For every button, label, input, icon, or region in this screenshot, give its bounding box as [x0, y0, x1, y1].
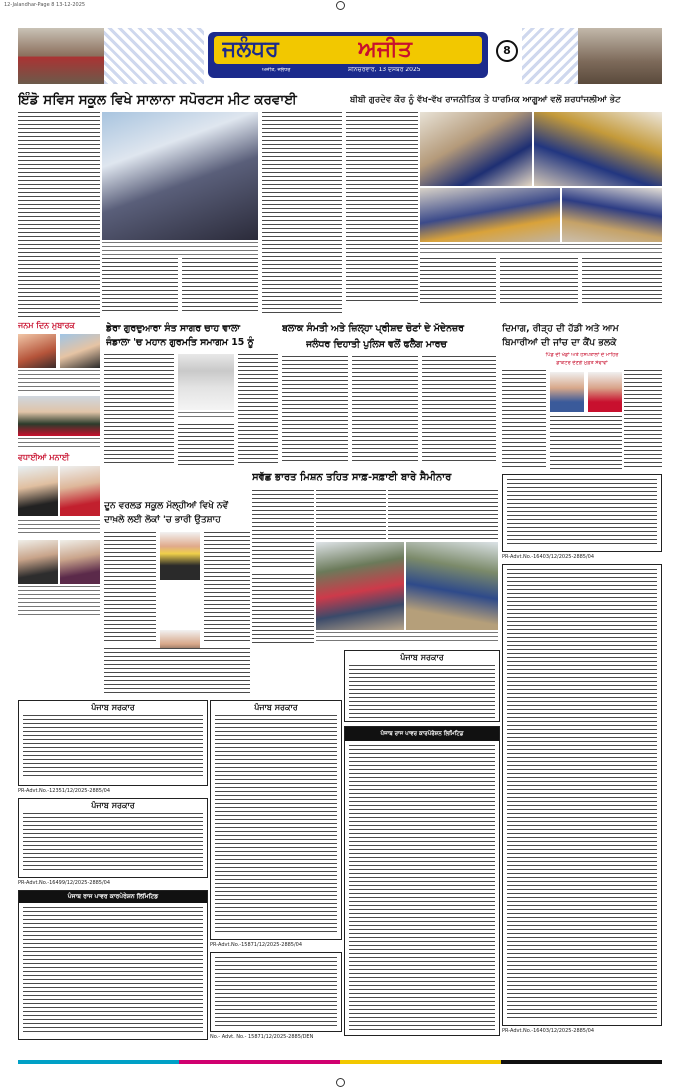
anniversary-title: ਵਧਾਈਆਂ ਮਨਾਈ — [18, 453, 70, 462]
masthead-word-ajit: ਅਜੀਤ — [358, 37, 412, 62]
notice-right-top-ref: PR-Advt.No.-16403/12/2025-2885/04 — [502, 554, 595, 560]
registration-mark-bottom-icon — [336, 1078, 345, 1087]
masthead-photo-left — [18, 28, 104, 84]
ad-punjab-sarkar-1 — [18, 700, 208, 786]
ad-punjab-sarkar-3 — [210, 700, 342, 940]
masthead-sub: ਅਜੀਤ, ਜਲੰਧਰ — [262, 67, 291, 73]
story1-text-col2 — [102, 258, 178, 314]
story1-text-col1 — [18, 112, 100, 318]
story1-text-col3 — [182, 258, 258, 314]
story7-text-col1 — [104, 532, 156, 644]
story1-headline: ਇੰਡੋ ਸਵਿਸ ਸਕੂਲ ਵਿਖੇ ਸਾਲਾਨਾ ਸਪੋਰਟਸ ਮੀਟ ਕਰਵਾਈ — [18, 92, 297, 108]
story4-text-col1 — [282, 356, 348, 464]
story2-photo-3 — [420, 188, 560, 242]
masthead-date: ਸ਼ਨਿੱਚਰਵਾਰ, 13 ਦਸੰਬਰ 2025 — [348, 67, 421, 73]
ad-pspcl-middle — [344, 726, 500, 1036]
ad-pspcl-left — [18, 890, 208, 1040]
ad1-title: ਪੰਜਾਬ ਸਰਕਾਰ — [91, 703, 135, 712]
notice-right-top — [502, 474, 662, 552]
anniversary-photo-3 — [18, 540, 58, 584]
masthead — [18, 28, 662, 84]
birthday-photo-2 — [60, 334, 100, 368]
story6-photo-1 — [316, 542, 404, 630]
ad4-ref: No.- Advt. No.- 15871/12/2025-2885/DEN — [210, 1034, 314, 1040]
notice-right-main-ref: PR-Advt.No.-16403/12/2025-2885/04 — [502, 1028, 595, 1034]
story2-photo-2 — [534, 112, 662, 186]
ad4-title: ਪੰਜਾਬ ਸਰਕਾਰ — [400, 653, 444, 662]
birthday-caption-2 — [18, 438, 100, 448]
registration-mark-icon — [336, 1, 345, 10]
anniversary-caption-2 — [18, 586, 100, 616]
ad-punjab-sarkar-2 — [18, 798, 208, 878]
birthday-title: ਜਨਮ ਦਿਨ ਮੁਬਾਰਕ — [18, 321, 75, 330]
story2-text-col3 — [500, 258, 578, 304]
masthead-pattern-right — [522, 28, 578, 84]
story5-headline-1: ਦਿਮਾਗ, ਰੀੜ੍ਹ ਦੀ ਹੱਡੀ ਅਤੇ ਆਮ — [502, 323, 619, 334]
ad1-ref: PR-Advt.No.-12351/12/2025-2885/04 — [18, 788, 111, 794]
ad2-ref: PR-Advt.No.-16499/12/2025-2885/04 — [18, 880, 111, 886]
ad2-title: ਪੰਜਾਬ ਸਰਕਾਰ — [91, 801, 135, 810]
story4-headline-1: ਬਲਾਕ ਸੰਮਤੀ ਅਤੇ ਜ਼ਿਲ੍ਹਾ ਪ੍ਰੀਸ਼ਦ ਚੋਣਾਂ ਦੇ ਮੱਦੇਨਜ਼ਰ — [282, 323, 464, 334]
story7-photo-1 — [160, 532, 200, 580]
anniversary-photo-4 — [60, 540, 100, 584]
story5-photo-1 — [550, 372, 584, 412]
story6-text-col1b — [252, 574, 314, 644]
bottom-color-bar — [18, 1060, 662, 1064]
story5-text-col3 — [550, 416, 622, 470]
story6-text-col3 — [388, 490, 498, 540]
masthead-banner — [208, 32, 488, 78]
story7-text-col3 — [104, 648, 250, 696]
story5-headline-2: ਬਿਮਾਰੀਆਂ ਦੀ ਜਾਂਚ ਦਾ ਕੈਂਪ ਭਲਕੇ — [502, 337, 617, 348]
story2-photo-4 — [562, 188, 662, 242]
ad3-ref: PR-Advt.No.-15871/12/2025-2885/04 — [210, 942, 303, 948]
story1-photo — [102, 112, 258, 240]
story2-headline: ਬੀਬੀ ਗੁਰਦੇਵ ਕੌਰ ਨੂੰ ਵੱਖ-ਵੱਖ ਰਾਜਨੀਤਿਕ ਤੇ ਧਾਰਮਿਕ ਆਗੂਆਂ ਵਲੋਂ ਸ਼ਰਧਾਂਜਲੀਆਂ ਭੇਟ — [350, 95, 621, 105]
story7-text-col2 — [204, 532, 250, 644]
story2-photo-1 — [420, 112, 532, 186]
story5-kicker-2: ਡਾਕਟਰ ਦੇਣਗੇ ਮੁਫ਼ਤ ਸੇਵਾਵਾਂ — [556, 360, 608, 366]
story5-text-col2 — [624, 370, 662, 470]
ad-punjab-sarkar-4 — [344, 650, 500, 722]
story3-text-col1 — [104, 354, 174, 466]
top-print-strip: 12-Jalandhar-Page 8 13-12-2025 — [4, 2, 86, 8]
story7-headline-1: ਦੂਨ ਵਰਲਡ ਸਕੂਲ ਮੱਲ੍ਹੀਆਂ ਵਿਖੇ ਨਵੇਂ — [104, 501, 229, 511]
story3-text-col2 — [178, 424, 234, 466]
story6-text-col1 — [252, 490, 314, 570]
story4-headline-2: ਜਲੰਧਰ ਦਿਹਾਤੀ ਪੁਲਿਸ ਵਲੋਂ ਫਲੈਗ ਮਾਰਚ — [306, 339, 447, 350]
story5-photo-2 — [588, 372, 622, 412]
story6-photo-caption — [316, 632, 498, 644]
birthday-photo-3 — [18, 396, 100, 436]
masthead-pattern-left — [104, 28, 204, 84]
story3-headline-2: ਜੰਡਾਲਾ 'ਚ ਮਹਾਨ ਗੁਰਮਤਿ ਸਮਾਗਮ 15 ਨੂੰ — [106, 337, 254, 348]
story1-photo-caption — [102, 242, 258, 256]
anniversary-photo-2 — [60, 466, 100, 516]
story2-text-col1 — [346, 112, 418, 304]
story4-text-col3 — [422, 356, 496, 464]
masthead-word-jalandhar: ਜਲੰਧਰ — [222, 37, 279, 62]
story3-headline-1: ਡੇਰਾ ਗੁਰਦੁਆਰਾ ਸੰਤ ਸਾਗਰ ਚਾਹ ਵਾਲਾ — [106, 323, 240, 334]
birthday-caption — [18, 370, 100, 392]
anniversary-photo-1 — [18, 466, 58, 516]
story7-headline-2: ਦਾਖ਼ਲੇ ਲਈ ਲੋਕਾਂ 'ਚ ਭਾਰੀ ਉਤਸ਼ਾਹ — [104, 515, 221, 525]
story5-kicker-1: ਪਿੰਡ ਦੀ ਖੇਡਾਂ ਅਤੇ ਹਸਪਤਾਲਾਂ ਦੇ ਮਾਹਿਰ — [545, 352, 619, 358]
ad3b-title: ਪੰਜਾਬ ਸਰਕਾਰ — [254, 703, 298, 712]
anniversary-caption — [18, 520, 100, 536]
masthead-photo-right — [578, 28, 662, 84]
story3-photo-caption — [178, 412, 234, 420]
story4-text-col2 — [352, 356, 418, 464]
ad-middle-lower — [210, 952, 342, 1032]
story2-text-col2 — [420, 258, 496, 304]
story3-text-col3 — [238, 354, 278, 466]
story1-text-col4 — [262, 112, 342, 314]
story5-text-col1 — [502, 370, 546, 470]
story2-text-col4 — [582, 258, 662, 304]
story3-photo — [178, 354, 234, 410]
birthday-photo-1 — [18, 334, 56, 368]
ad3-title: ਪੰਜਾਬ ਰਾਜ ਪਾਵਰ ਕਾਰਪੋਰੇਸ਼ਨ ਲਿਮਿਟਿਡ — [67, 893, 159, 900]
story6-headline: ਸਵੱਛ ਭਾਰਤ ਮਿਸ਼ਨ ਤਹਿਤ ਸਾਫ਼-ਸਫ਼ਾਈ ਬਾਰੇ ਸੈਮੀਨਾਰ — [252, 472, 452, 483]
story6-text-col2 — [316, 490, 386, 540]
notice-right-main — [502, 564, 662, 1026]
story2-photo-caption — [420, 244, 662, 256]
story6-photo-2 — [406, 542, 498, 630]
page-number-badge: 8 — [496, 40, 518, 62]
ad-pspcl-middle-title: ਪੰਜਾਬ ਰਾਜ ਪਾਵਰ ਕਾਰਪੋਰੇਸ਼ਨ ਲਿਮਿਟਿਡ — [380, 731, 464, 737]
